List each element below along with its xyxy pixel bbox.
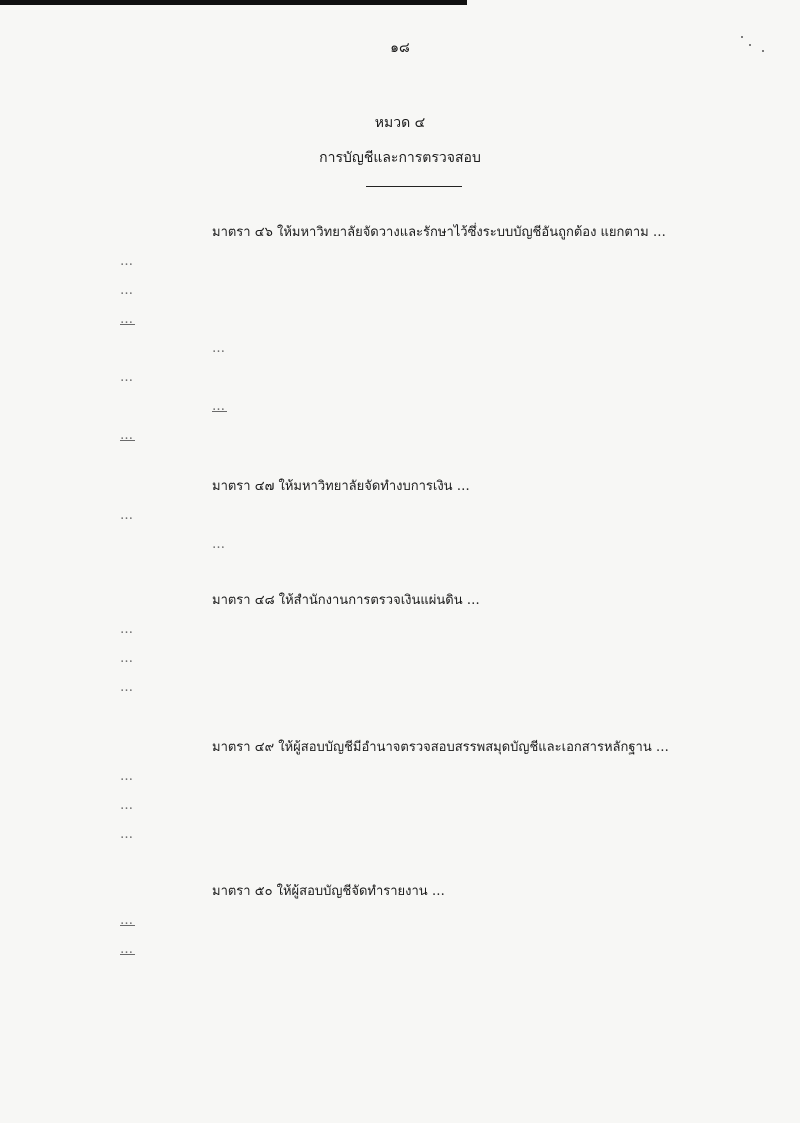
illegible-line: … xyxy=(120,798,135,813)
section-50-marker: มาตรา ๕๐ xyxy=(212,884,273,899)
chapter-title: การบัญชีและการตรวจสอบ xyxy=(319,150,481,166)
illegible-line: … xyxy=(120,428,135,443)
section-47-body: ให้มหาวิทยาลัยจัดทำงบการเงิน … xyxy=(278,479,470,494)
section-48-body: ให้สำนักงานการตรวจเงินแผ่นดิน … xyxy=(278,593,480,608)
scan-edge-bar xyxy=(0,0,467,5)
section-47-marker: มาตรา ๔๗ xyxy=(212,479,275,494)
section-46-body: ให้มหาวิทยาลัยจัดวางและรักษาไว้ซึ่งระบบบัญชีอันถูกต้อง แยกตาม … xyxy=(276,225,666,240)
illegible-line: … xyxy=(120,651,135,666)
section-46 xyxy=(120,218,705,450)
section-50-text xyxy=(120,877,705,906)
illegible-line: … xyxy=(120,312,135,327)
illegible-line: … xyxy=(120,769,135,784)
section-49-body: ให้ผู้สอบบัญชีมีอำนาจตรวจสอบสรรพสมุดบัญชีและเอกสารหลักฐาน … xyxy=(278,740,669,755)
section-48 xyxy=(120,586,705,702)
illegible-line: … xyxy=(120,913,135,928)
section-48-marker: มาตรา ๔๘ xyxy=(212,593,275,608)
section-47 xyxy=(120,472,705,559)
section-46-text xyxy=(120,218,705,247)
illegible-line: … xyxy=(212,537,227,552)
illegible-line: … xyxy=(120,622,135,637)
section-50-body: ให้ผู้สอบบัญชีจัดทำรายงาน … xyxy=(276,884,445,899)
section-50 xyxy=(120,877,705,964)
illegible-line: … xyxy=(120,827,135,842)
chapter-label: หมวด ๔ xyxy=(374,115,426,131)
section-49-text xyxy=(120,733,705,762)
section-49-marker: มาตรา ๔๙ xyxy=(212,740,275,755)
illegible-line: … xyxy=(120,283,135,298)
illegible-line: … xyxy=(120,254,135,269)
illegible-line: … xyxy=(120,680,135,695)
illegible-line: … xyxy=(120,370,135,385)
section-46-marker: มาตรา ๔๖ xyxy=(212,225,273,240)
illegible-line: … xyxy=(212,399,227,414)
illegible-line: … xyxy=(120,508,135,523)
section-47-text xyxy=(120,472,705,501)
section-49 xyxy=(120,733,705,849)
page-number: ๑๘ xyxy=(390,40,410,56)
section-48-text xyxy=(120,586,705,615)
illegible-line: … xyxy=(120,942,135,957)
illegible-line: … xyxy=(212,341,227,356)
title-divider xyxy=(366,186,462,187)
